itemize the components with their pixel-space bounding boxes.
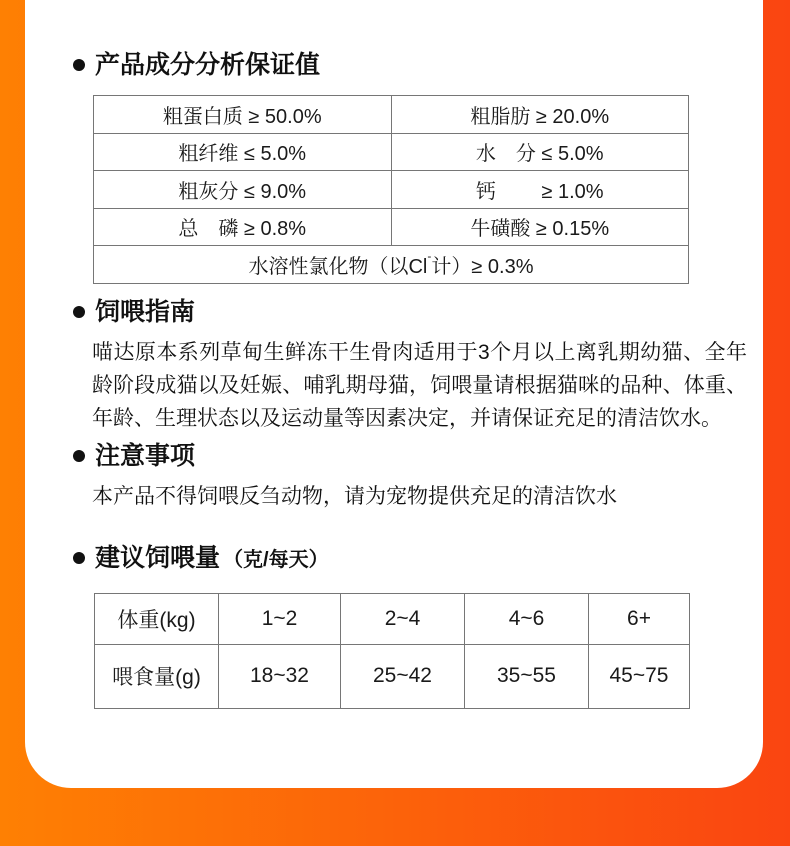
- section-header-notice: [73, 441, 763, 471]
- table-row: [95, 593, 690, 644]
- amount-value-cell: 45~75: [589, 644, 690, 708]
- bullet-icon: [73, 450, 85, 462]
- bullet-icon: [73, 552, 85, 564]
- analysis-cell: 粗脂肪 ≥ 20.0%: [391, 96, 689, 134]
- weight-range-cell: 2~4: [341, 593, 465, 644]
- analysis-cell: 钙 ≥ 1.0%: [391, 171, 689, 209]
- amount-header-cell: 喂食量(g): [95, 644, 219, 708]
- table-row: [94, 208, 689, 246]
- chloride-superscript: -: [427, 248, 432, 263]
- analysis-cell: 粗蛋白质 ≥ 50.0%: [94, 96, 392, 134]
- feeding-guide-text: 喵达原本系列草甸生鲜冻干生骨肉适用于3个月以上离乳期幼猫、全年龄阶段成猫以及妊娠、哺乳期母猫，饲喂量请根据猫咪的品种、体重、年龄、生理状态以及运动量等因素决定，并请保证充足的清洁饮水。: [92, 340, 747, 430]
- amount-value-cell: 25~42: [341, 644, 465, 708]
- section-header-recommended: [73, 543, 763, 573]
- feeding-amount-table: [94, 593, 690, 709]
- table-row: [94, 133, 689, 171]
- table-row: [95, 644, 690, 708]
- section-title-feeding-guide: 饲喂指南: [95, 297, 196, 326]
- analysis-table: [93, 95, 689, 284]
- weight-header-cell: 体重(kg): [95, 593, 219, 644]
- section-title-analysis: 产品成分分析保证值: [95, 51, 321, 79]
- table-row: [94, 96, 689, 134]
- analysis-merged-cell: [94, 246, 689, 284]
- analysis-cell: 总 磷 ≥ 0.8%: [94, 208, 392, 246]
- bullet-icon: [73, 306, 85, 318]
- analysis-cell: 粗灰分 ≤ 9.0%: [94, 171, 392, 209]
- amount-value-cell: 18~32: [219, 644, 341, 708]
- bullet-icon: [73, 59, 85, 71]
- weight-range-cell: 6+: [589, 593, 690, 644]
- section-title-notice: 注意事项: [95, 441, 196, 470]
- table-row: [94, 171, 689, 209]
- analysis-cell: 牛磺酸 ≥ 0.15%: [391, 208, 689, 246]
- amount-value-cell: 35~55: [465, 644, 589, 708]
- content-card: [25, 0, 763, 788]
- section-title-unit: （克/每天）: [223, 549, 329, 571]
- notice-text: 本产品不得饲喂反刍动物，请为宠物提供充足的清洁饮水: [92, 484, 617, 508]
- merged-cell-suffix: 计）≥ 0.3%: [431, 255, 534, 278]
- weight-range-cell: 4~6: [465, 593, 589, 644]
- weight-range-cell: 1~2: [219, 593, 341, 644]
- analysis-cell: 水 分 ≤ 5.0%: [391, 133, 689, 171]
- table-row: [94, 246, 689, 284]
- analysis-cell: 粗纤维 ≤ 5.0%: [94, 133, 392, 171]
- section-header-analysis: [73, 50, 763, 80]
- section-title-recommended: 建议饲喂量: [95, 543, 221, 572]
- section-header-feeding-guide: [73, 297, 763, 327]
- merged-cell-prefix: 水溶性氯化物（以Cl: [248, 255, 428, 278]
